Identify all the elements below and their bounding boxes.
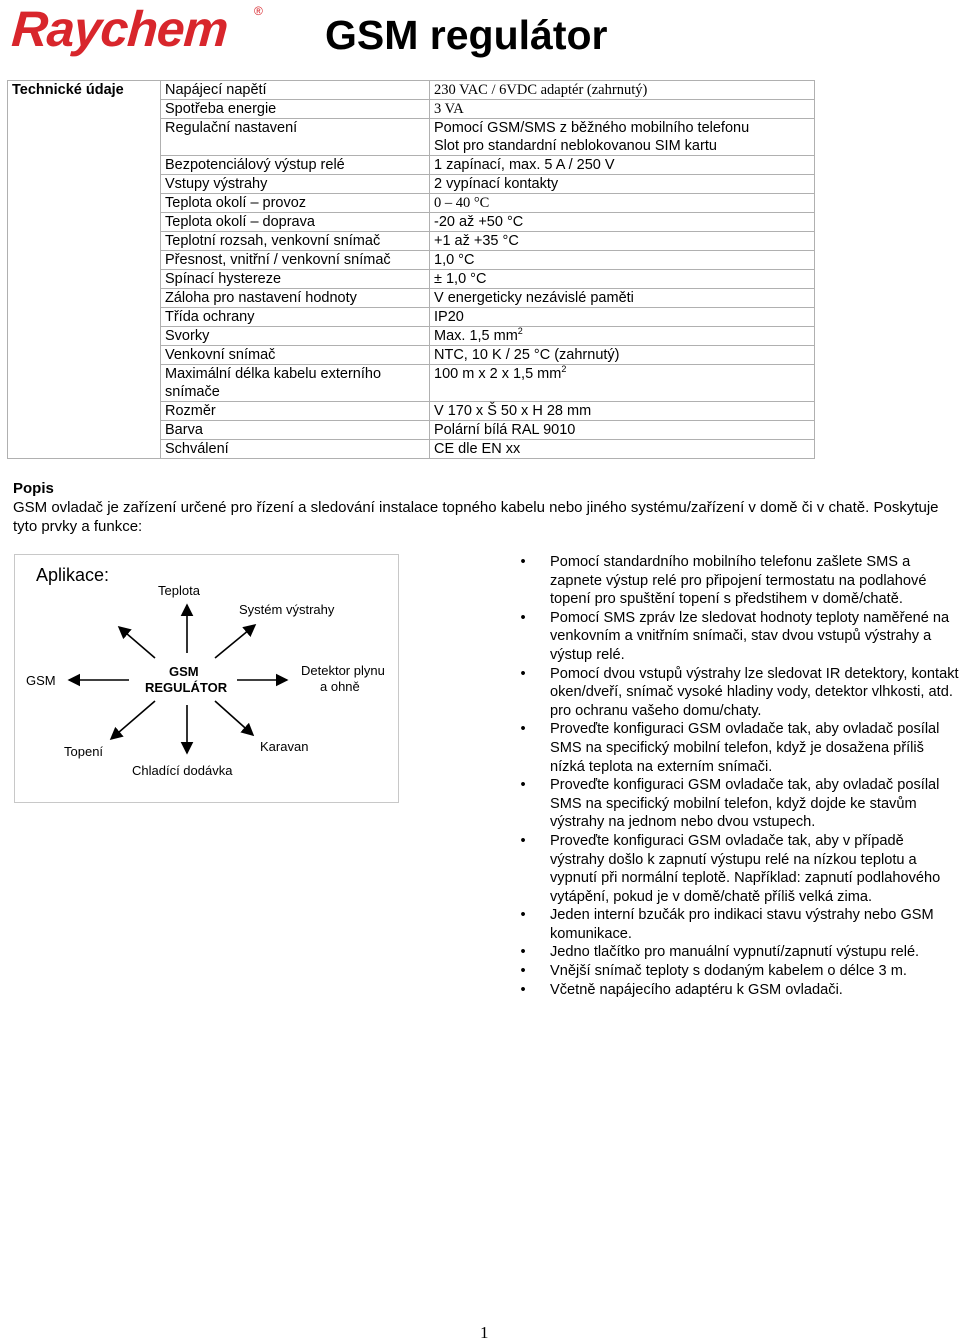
spec-section-cell	[8, 175, 161, 194]
spec-value-line: 2 vypínací kontakty	[434, 176, 559, 192]
spec-section-cell	[8, 421, 161, 440]
spec-row	[8, 156, 815, 175]
feature-item	[518, 981, 960, 1000]
spec-value-text	[434, 289, 814, 307]
spec-name: Regulační nastavení	[161, 119, 430, 156]
spec-value-text	[434, 194, 814, 212]
spec-value-line: 0 – 40 °C	[434, 195, 490, 211]
feature-item	[518, 906, 960, 943]
diagram-label-karavan: Karavan	[260, 739, 309, 754]
spec-value	[430, 346, 815, 365]
spec-name: Teplotní rozsah, venkovní snímač	[161, 232, 430, 251]
spec-value-text	[434, 440, 814, 458]
spec-row	[8, 308, 815, 327]
feature-text: Vnější snímač teploty s dodaným kabelem o délce 3 m.	[550, 963, 907, 980]
bullet-icon: •	[520, 981, 526, 998]
spec-row	[8, 270, 815, 289]
feature-item	[518, 553, 960, 609]
spec-value-text	[434, 270, 814, 288]
spec-row	[8, 440, 815, 459]
spec-value-line: Max. 1,5 mm	[434, 328, 518, 344]
bullet-icon: •	[520, 963, 526, 980]
arrow-topeni	[111, 701, 155, 739]
spec-name: Přesnost, vnitřní / venkovní snímač	[161, 251, 430, 270]
description-text: GSM ovladač je zařízení určené pro řízení a sledování instalace topného kabelu nebo jiného systému/zařízení v domě či v chatě. Poskytuje tyto prvky a funkce:	[13, 499, 939, 535]
spec-value-line: IP20	[434, 309, 464, 325]
spec-value-line: NTC, 10 K / 25 °C (zahrnutý)	[434, 347, 620, 363]
spec-row	[8, 232, 815, 251]
spec-value-text	[434, 327, 814, 345]
spec-name: Napájecí napětí	[161, 81, 430, 100]
spec-name: Svorky	[161, 327, 430, 346]
spec-section-cell	[8, 402, 161, 421]
spec-row	[8, 119, 815, 156]
spec-name: Spínací hystereze	[161, 270, 430, 289]
feature-item	[518, 665, 960, 721]
feature-item	[518, 609, 960, 665]
spec-row	[8, 213, 815, 232]
spec-value-text	[434, 308, 814, 326]
diagram-label-gsm: GSM	[26, 673, 56, 688]
spec-name: Rozměr	[161, 402, 430, 421]
diagram-label-topeni: Topení	[64, 744, 104, 759]
spec-value-line: Pomocí GSM/SMS z běžného mobilního telefonu	[434, 120, 750, 136]
spec-value-text	[434, 365, 814, 383]
spec-value-text	[434, 251, 814, 269]
feature-text: Jeden interní bzučák pro indikaci stavu výstrahy nebo GSM komunikace.	[550, 907, 934, 942]
spec-value-line: 1,0 °C	[434, 252, 475, 268]
spec-name: Barva	[161, 421, 430, 440]
page-title: GSM regulátor	[325, 12, 608, 58]
spec-value-text	[434, 402, 814, 420]
spec-row	[8, 402, 815, 421]
bullet-icon: •	[520, 609, 526, 626]
spec-section-cell	[8, 440, 161, 459]
arrow-system	[215, 625, 255, 658]
spec-value	[430, 175, 815, 194]
spec-value-line: 1 zapínací, max. 5 A / 250 V	[434, 157, 615, 173]
spec-value-superscript: 2	[561, 364, 567, 374]
spec-section-cell	[8, 232, 161, 251]
spec-value-text	[434, 232, 814, 250]
spec-value	[430, 194, 815, 213]
bullet-icon: •	[520, 721, 526, 738]
spec-section-cell	[8, 194, 161, 213]
spec-section-cell	[8, 327, 161, 346]
spec-section-cell	[8, 346, 161, 365]
feature-text: Proveďte konfiguraci GSM ovladače tak, aby ovladač posílal SMS na specifický mobilní telefon, když dojde ke stavům výstrahy na jednom nebo dvou vstupech.	[550, 777, 940, 831]
diagram-label-chladici: Chladící dodávka	[132, 763, 233, 778]
spec-value	[430, 402, 815, 421]
spec-value-line: 230 VAC / 6VDC adaptér (zahrnutý)	[434, 82, 648, 98]
diagram-label-system: Systém výstrahy	[239, 602, 335, 617]
feature-item	[518, 943, 960, 962]
bullet-icon: •	[520, 554, 526, 570]
spec-value	[430, 327, 815, 346]
spec-name: Záloha pro nastavení hodnoty	[161, 289, 430, 308]
feature-text: Pomocí dvou vstupů výstrahy lze sledovat IR detektory, kontakt oken/dveří, snímač vysoké hladiny vody, detektor vlhkosti, atd. pro ochranu vašeho domu/chaty.	[550, 665, 959, 719]
bullet-icon: •	[520, 832, 526, 849]
spec-row	[8, 175, 815, 194]
spec-value-line: CE dle EN xx	[434, 441, 521, 457]
feature-text: Včetně napájecího adaptéru k GSM ovladači.	[550, 981, 843, 998]
spec-value	[430, 289, 815, 308]
feature-list	[518, 553, 960, 999]
feature-item	[518, 962, 960, 981]
spec-value-line-2: Slot pro standardní neblokovanou SIM kartu	[434, 138, 717, 154]
feature-text: Jedno tlačítko pro manuální vypnutí/zapnutí výstupu relé.	[550, 944, 920, 961]
spec-row	[8, 327, 815, 346]
spec-value	[430, 440, 815, 459]
spec-value-line: +1 až +35 °C	[434, 233, 519, 249]
spec-section-cell	[8, 156, 161, 175]
spec-value	[430, 251, 815, 270]
feature-text: Proveďte konfiguraci GSM ovladače tak, aby ovladač posílal SMS na specifický mobilní telefon, když je dosažena příliš nízká teplota na externím snímači.	[550, 721, 940, 775]
spec-row	[8, 194, 815, 213]
spec-name: Třída ochrany	[161, 308, 430, 327]
spec-value-line: -20 až +50 °C	[434, 214, 524, 230]
arrow-karavan	[215, 701, 253, 735]
spec-name: Spotřeba energie	[161, 100, 430, 119]
bullet-icon: •	[520, 907, 526, 924]
spec-value-text	[434, 119, 814, 137]
registered-mark: ®	[254, 4, 263, 18]
spec-name: Venkovní snímač	[161, 346, 430, 365]
diagram-center-gsm: GSM	[169, 664, 199, 679]
feature-item	[518, 720, 960, 776]
diagram-label-teplota: Teplota	[158, 583, 200, 598]
spec-value-text	[434, 421, 814, 439]
spec-value-text	[434, 156, 814, 174]
spec-name: Bezpotenciálový výstup relé	[161, 156, 430, 175]
spec-name: Schválení	[161, 440, 430, 459]
spec-section-cell	[8, 289, 161, 308]
diagram-label-detektor-2: a ohně	[320, 679, 360, 694]
feature-item	[518, 776, 960, 832]
feature-item	[518, 832, 960, 906]
spec-value	[430, 365, 815, 402]
spec-value-text	[434, 346, 814, 364]
spec-section-cell	[8, 251, 161, 270]
spec-section-cell	[8, 100, 161, 119]
diagram-label-detektor-1: Detektor plynu	[301, 663, 385, 678]
spec-row	[8, 346, 815, 365]
spec-value	[430, 232, 815, 251]
page-number: 1	[480, 1323, 489, 1342]
spec-name: Vstupy výstrahy	[161, 175, 430, 194]
spec-name: Maximální délka kabelu externího snímače	[161, 365, 430, 402]
spec-value-line: ± 1,0 °C	[434, 271, 487, 287]
arrow-topleft	[119, 627, 155, 658]
spec-name: Teplota okolí – provoz	[161, 194, 430, 213]
spec-value-line: Polární bílá RAL 9010	[434, 422, 576, 438]
spec-value-text	[434, 81, 814, 99]
spec-row	[8, 251, 815, 270]
spec-section-cell	[8, 365, 161, 402]
spec-row	[8, 81, 815, 100]
spec-value-line: V energeticky nezávislé paměti	[434, 290, 634, 306]
spec-section-cell	[8, 308, 161, 327]
feature-text: Pomocí SMS zpráv lze sledovat hodnoty teploty naměřené na venkovním a vnitřním snímači, stav dvou vstupů výstrahy a výstup relé.	[550, 609, 950, 663]
description-heading: Popis	[13, 480, 54, 497]
bullet-icon: •	[520, 777, 526, 794]
spec-section-cell	[8, 213, 161, 232]
diagram-title: Aplikace:	[36, 565, 110, 585]
feature-text: Pomocí standardního mobilního telefonu zašlete SMS a zapnete výstup relé pro připojení termostatu na podlahové topení pro spuštění topení s předstihem v domě/chatě.	[550, 554, 927, 608]
spec-value	[430, 308, 815, 327]
spec-value	[430, 156, 815, 175]
spec-section-cell	[8, 119, 161, 156]
spec-value-text	[434, 100, 814, 118]
spec-value	[430, 100, 815, 119]
spec-value-line: V 170 x Š 50 x H 28 mm	[434, 403, 592, 419]
diagram-center-regulator: REGULÁTOR	[145, 680, 228, 695]
spec-section-cell: Technické údaje	[8, 81, 161, 100]
spec-value	[430, 270, 815, 289]
spec-value-superscript: 2	[517, 326, 523, 336]
spec-value	[430, 213, 815, 232]
spec-section-cell	[8, 270, 161, 289]
brand-logo: Raychem	[10, 1, 230, 57]
spec-value	[430, 421, 815, 440]
spec-value-text	[434, 213, 814, 231]
spec-value	[430, 119, 815, 156]
specs-table	[7, 80, 815, 459]
spec-row	[8, 100, 815, 119]
bullet-icon: •	[520, 665, 526, 682]
spec-row	[8, 365, 815, 402]
spec-value	[430, 81, 815, 100]
spec-row	[8, 421, 815, 440]
spec-value-line: 3 VA	[434, 101, 464, 117]
spec-value-text	[434, 175, 814, 193]
feature-text: Proveďte konfiguraci GSM ovladače tak, aby v případě výstrahy došlo k zapnutí výstupu relé na nízkou teplotu a vypnutí při normální teplotě. Například: zapnutí podlahového vytápění, pokud je v domě/chatě příliš velká zima.	[550, 832, 941, 905]
spec-name: Teplota okolí – doprava	[161, 213, 430, 232]
bullet-icon: •	[520, 944, 526, 961]
application-diagram	[14, 554, 399, 803]
spec-value-line: 100 m x 2 x 1,5 mm	[434, 366, 562, 382]
spec-row	[8, 289, 815, 308]
